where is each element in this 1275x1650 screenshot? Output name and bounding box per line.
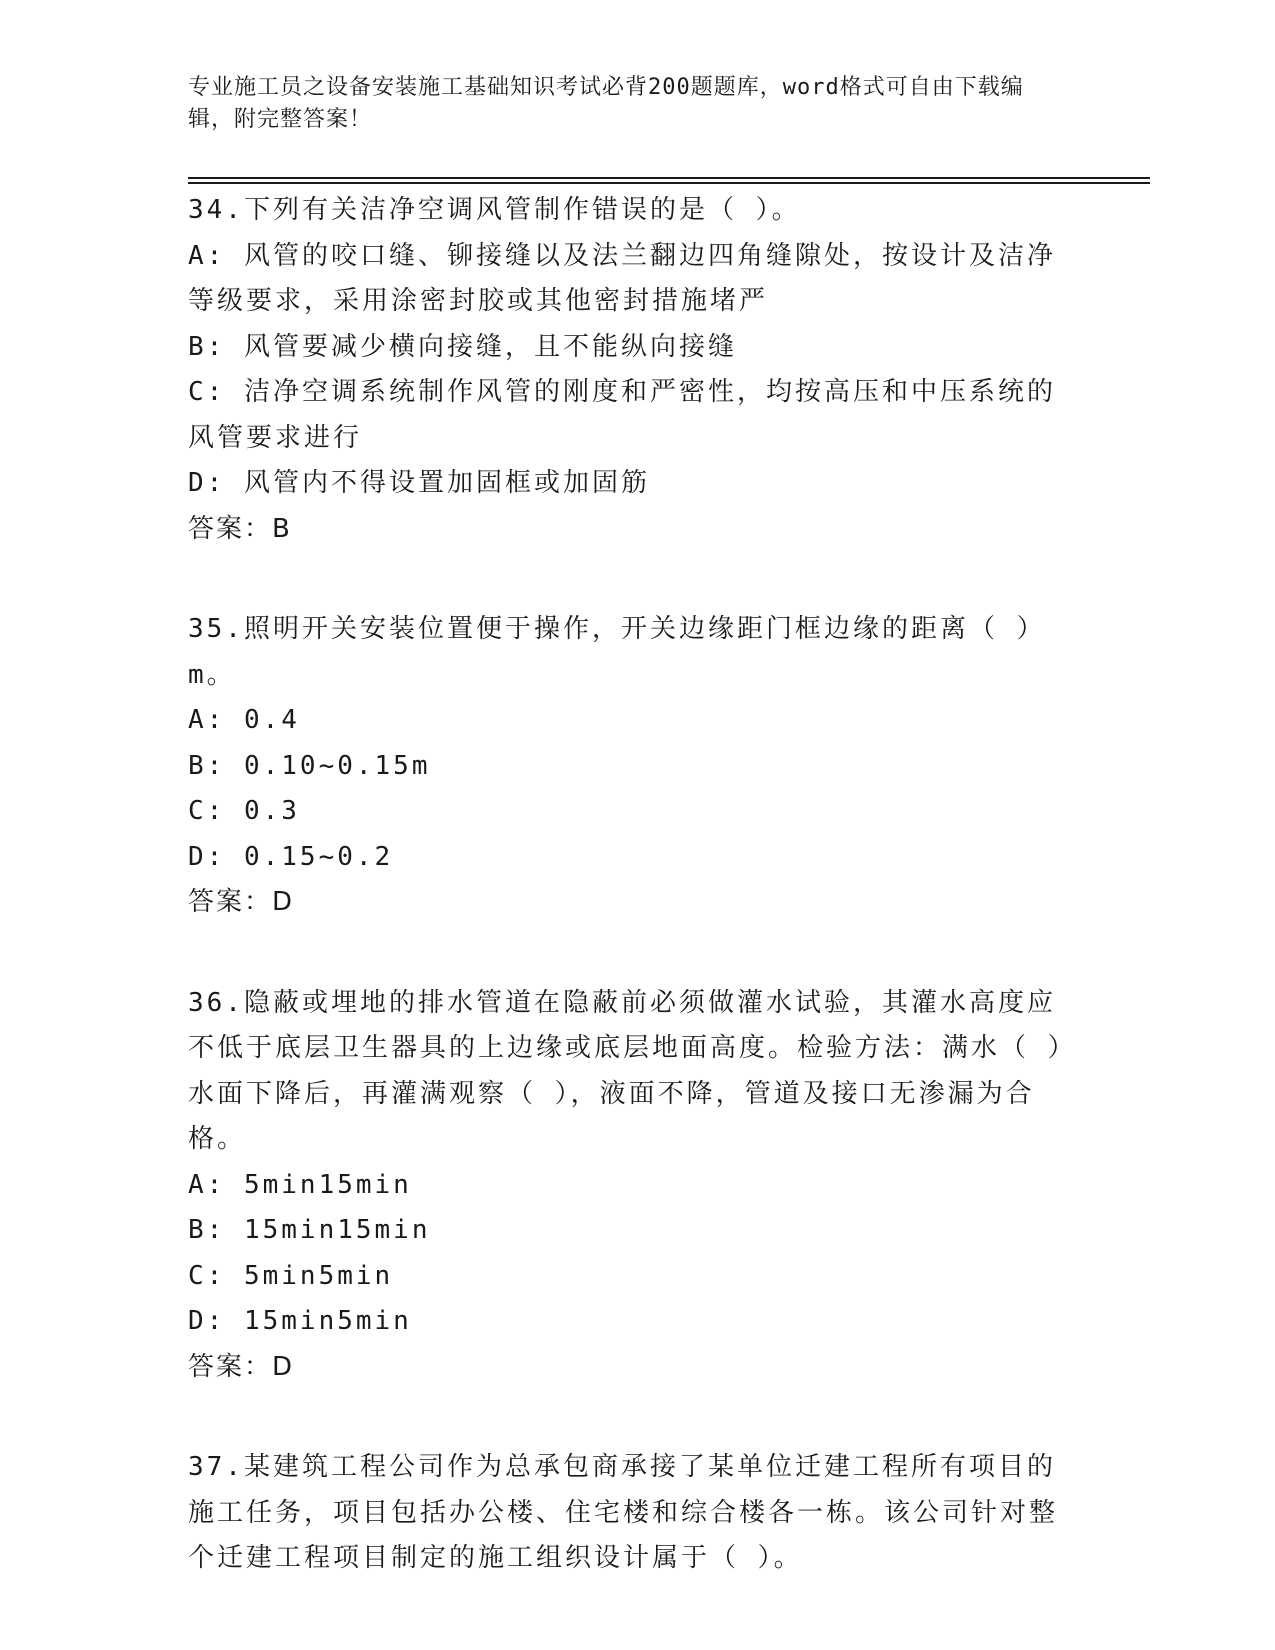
question-stem: 37.某建筑工程公司作为总承包商承接了某单位迁建工程所有项目的施工任务，项目包括办公楼、住宅楼和综合楼各一栋。该公司针对整个迁建工程项目制定的施工组织设计属于（ ）。 xyxy=(188,1452,1059,1573)
header-rule-top xyxy=(188,177,1150,179)
option-d: D: 15min5min xyxy=(188,1306,412,1336)
option-a: A: 风管的咬口缝、铆接缝以及法兰翻边四角缝隙处，按设计及洁净等级要求，采用涂密封胶或其他密封措施堵严 xyxy=(188,240,1056,316)
option-a: A: 0.4 xyxy=(188,705,300,735)
answer-label: 答案：D xyxy=(188,887,295,917)
option-a: A: 5min15min xyxy=(188,1169,412,1200)
answer-label: 答案：D xyxy=(188,1351,295,1382)
option-d: D: 0.15~0.2 xyxy=(188,841,394,872)
question-35 xyxy=(188,607,1073,926)
option-b: B: 15min15min xyxy=(188,1215,431,1245)
header-rule-bottom xyxy=(188,182,1150,184)
question-stem: 36.隐蔽或埋地的排水管道在隐蔽前必须做灌水试验，其灌水高度应不低于底层卫生器具的上边缘或底层地面高度。检验方法：满水（ ）水面下降后，再灌满观察（ ），液面不降，管道及接口无渗漏为合格。 xyxy=(188,987,1064,1154)
question-36 xyxy=(188,981,1073,1391)
question-stem: 34.下列有关洁净空调风管制作错误的是（ ）。 xyxy=(188,195,801,225)
option-c: C: 0.3 xyxy=(188,796,300,826)
question-list xyxy=(188,188,1073,1637)
option-c: C: 洁净空调系统制作风管的刚度和严密性，均按高压和中压系统的风管要求进行 xyxy=(188,377,1056,453)
question-37 xyxy=(188,1445,1073,1582)
question-stem: 35.照明开关安装位置便于操作，开关边缘距门框边缘的距离（ ）m。 xyxy=(188,614,1046,690)
option-b: B: 风管要减少横向接缝，且不能纵向接缝 xyxy=(188,331,737,362)
document-header: 专业施工员之设备安装施工基础知识考试必背200题题库，word格式可自由下载编辑，附完整答案！ xyxy=(188,75,1024,132)
answer-label: 答案：B xyxy=(188,513,292,544)
option-b: B: 0.10~0.15m xyxy=(188,750,431,781)
question-34 xyxy=(188,188,1073,552)
option-d: D: 风管内不得设置加固框或加固筋 xyxy=(188,468,650,498)
option-c: C: 5min5min xyxy=(188,1260,394,1291)
